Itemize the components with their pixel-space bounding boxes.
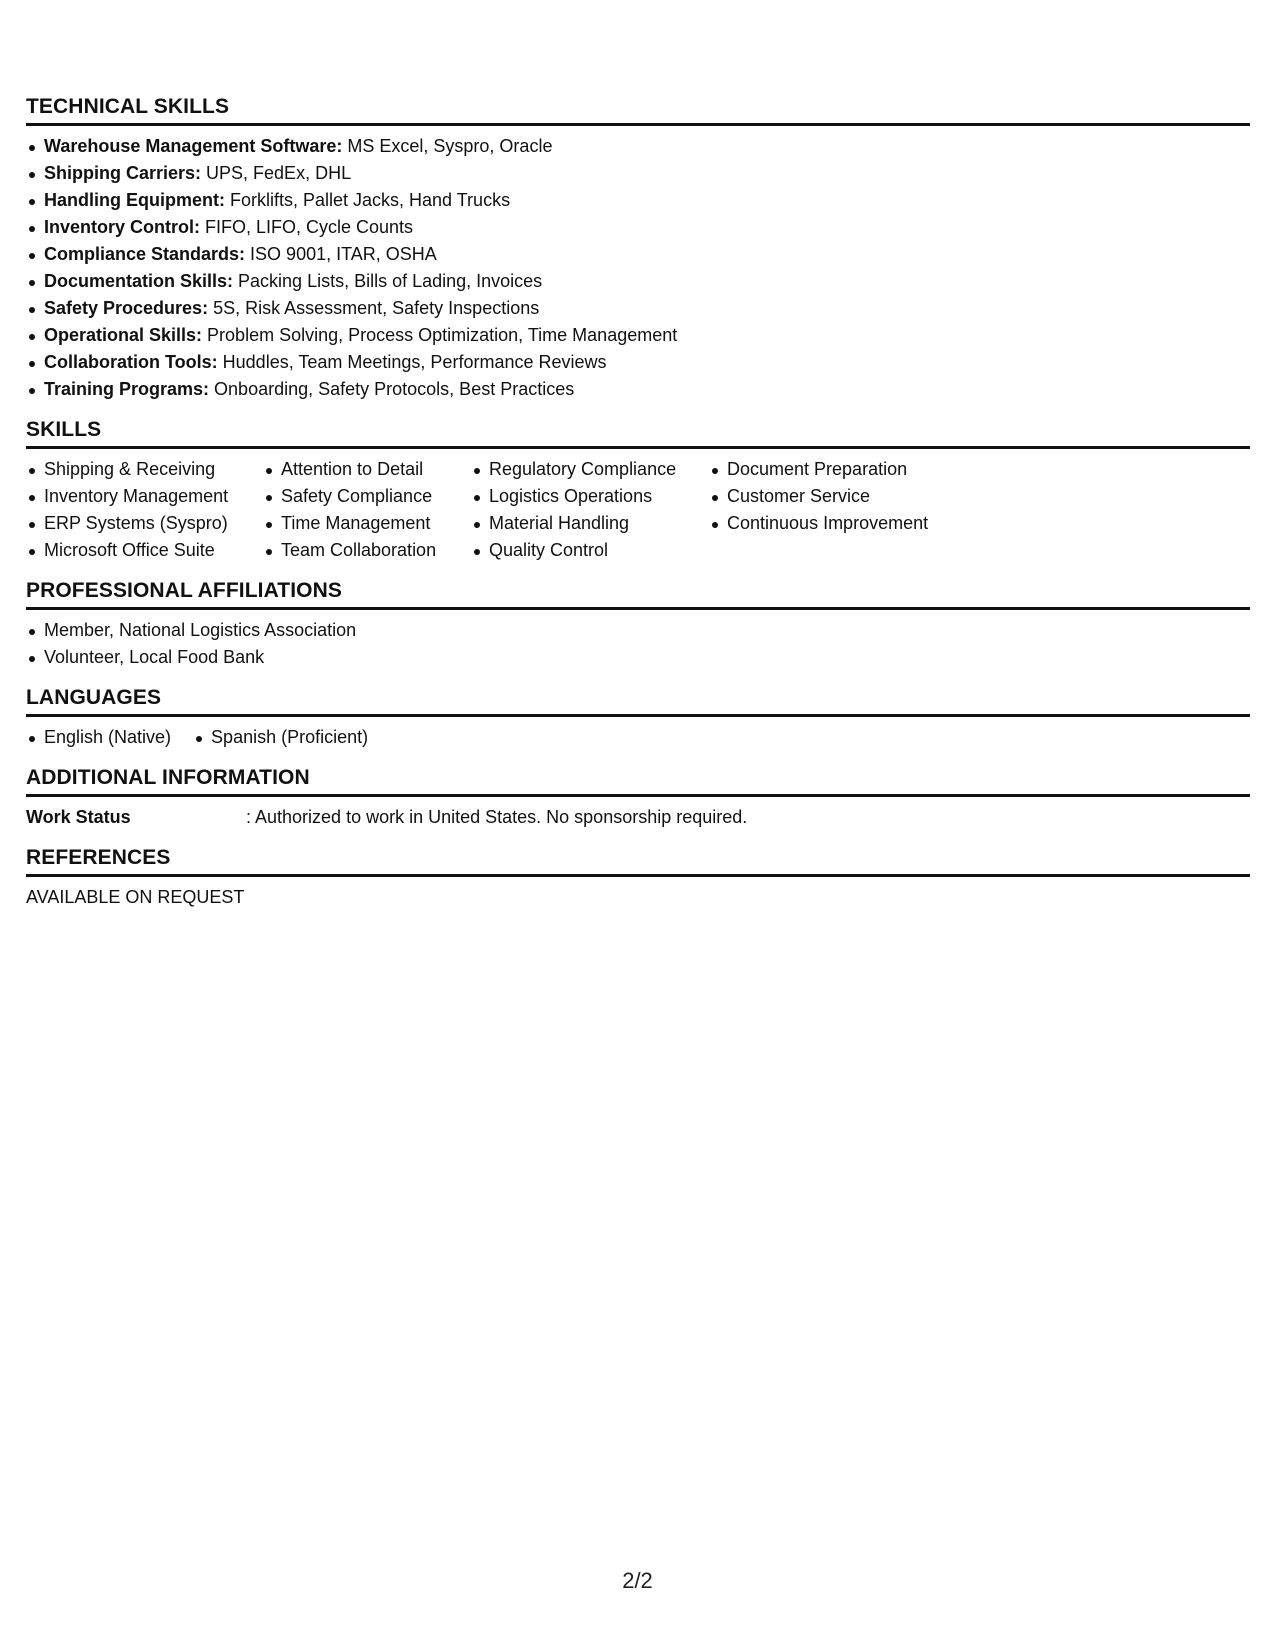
skill-item: Logistics Operations (471, 483, 709, 510)
technical-skill-value: Onboarding, Safety Protocols, Best Practices (209, 379, 575, 399)
technical-skill-label: Compliance Standards: (44, 244, 246, 264)
affiliation-item: Volunteer, Local Food Bank (26, 644, 1250, 671)
technical-skill-item (26, 376, 1250, 403)
spacer (26, 671, 1250, 685)
resume-content (26, 94, 1250, 911)
technical-skill-label: Documentation Skills: (44, 271, 234, 291)
skill-item: Document Preparation (709, 456, 969, 483)
technical-skill-item (26, 214, 1250, 241)
technical-skill-label: Collaboration Tools: (44, 352, 218, 372)
technical-skill-value: Problem Solving, Process Optimization, Time Management (202, 325, 678, 345)
technical-skill-value: FIFO, LIFO, Cycle Counts (200, 217, 414, 237)
technical-skills-list (26, 133, 1250, 403)
technical-skill-value: MS Excel, Syspro, Oracle (342, 136, 553, 156)
technical-skill-item (26, 349, 1250, 376)
technical-skill-label: Safety Procedures: (44, 298, 209, 318)
work-status-label: Work Status (26, 807, 131, 827)
work-status-row (26, 804, 1250, 831)
work-status-value: : Authorized to work in United States. No sponsorship required. (246, 807, 748, 827)
skills-column (709, 456, 969, 564)
skills-heading: SKILLS (26, 418, 102, 441)
skill-item: Regulatory Compliance (471, 456, 709, 483)
skill-item: Shipping & Receiving (26, 456, 263, 483)
skill-item: Customer Service (709, 483, 969, 510)
affiliations-list (26, 617, 1250, 671)
spacer (26, 751, 1250, 765)
spacer (26, 403, 1250, 417)
skills-column (471, 456, 709, 564)
skill-item: Quality Control (471, 537, 709, 564)
spacer (26, 564, 1250, 578)
technical-skill-value: Huddles, Team Meetings, Performance Reviews (217, 352, 607, 372)
technical-skill-item (26, 160, 1250, 187)
skills-column (26, 456, 263, 564)
skill-item: Material Handling (471, 510, 709, 537)
technical-skill-label: Inventory Control: (44, 217, 200, 237)
technical-skill-item (26, 133, 1250, 160)
affiliation-item: Member, National Logistics Association (26, 617, 1250, 644)
technical-skill-item (26, 241, 1250, 268)
technical-skill-value: Packing Lists, Bills of Lading, Invoices (233, 271, 543, 291)
additional-info-section (26, 765, 1250, 831)
skill-item: Team Collaboration (263, 537, 471, 564)
skill-item: Safety Compliance (263, 483, 471, 510)
spacer (26, 831, 1250, 845)
technical-skills-section (26, 94, 1250, 403)
skills-grid (26, 456, 1250, 564)
language-item: Spanish (Proficient) (193, 724, 368, 751)
technical-skill-label: Warehouse Management Software: (44, 136, 343, 156)
languages-section (26, 685, 1250, 751)
technical-skill-value: UPS, FedEx, DHL (201, 163, 352, 183)
technical-skill-item (26, 322, 1250, 349)
technical-skill-label: Shipping Carriers: (44, 163, 202, 183)
references-text: AVAILABLE ON REQUEST (26, 887, 245, 907)
technical-skill-label: Training Programs: (44, 379, 210, 399)
skill-item: Time Management (263, 510, 471, 537)
skill-item: ERP Systems (Syspro) (26, 510, 263, 537)
skills-section (26, 417, 1250, 564)
references-section (26, 845, 1250, 911)
affiliations-section (26, 578, 1250, 671)
affiliations-heading: PROFESSIONAL AFFILIATIONS (26, 579, 342, 602)
section-divider (26, 446, 1250, 449)
skill-item: Continuous Improvement (709, 510, 969, 537)
section-divider (26, 607, 1250, 610)
technical-skill-value: Forklifts, Pallet Jacks, Hand Trucks (224, 190, 511, 210)
skill-item: Inventory Management (26, 483, 263, 510)
additional-info-heading: ADDITIONAL INFORMATION (26, 766, 310, 789)
technical-skill-item (26, 295, 1250, 322)
references-heading: REFERENCES (26, 846, 171, 869)
skill-item: Attention to Detail (263, 456, 471, 483)
technical-skill-label: Handling Equipment: (44, 190, 225, 210)
technical-skill-value: 5S, Risk Assessment, Safety Inspections (208, 298, 540, 318)
page-number: 2/2 (622, 1568, 653, 1593)
technical-skills-heading: TECHNICAL SKILLS (26, 95, 230, 118)
languages-heading: LANGUAGES (26, 686, 162, 709)
section-divider (26, 874, 1250, 877)
technical-skill-item (26, 268, 1250, 295)
technical-skill-value: ISO 9001, ITAR, OSHA (245, 244, 437, 264)
section-divider (26, 714, 1250, 717)
languages-list (26, 724, 1250, 751)
technical-skill-label: Operational Skills: (44, 325, 203, 345)
technical-skill-item (26, 187, 1250, 214)
section-divider (26, 794, 1250, 797)
section-divider (26, 123, 1250, 126)
skill-item: Microsoft Office Suite (26, 537, 263, 564)
language-item: English (Native) (26, 724, 171, 751)
skills-column (263, 456, 471, 564)
